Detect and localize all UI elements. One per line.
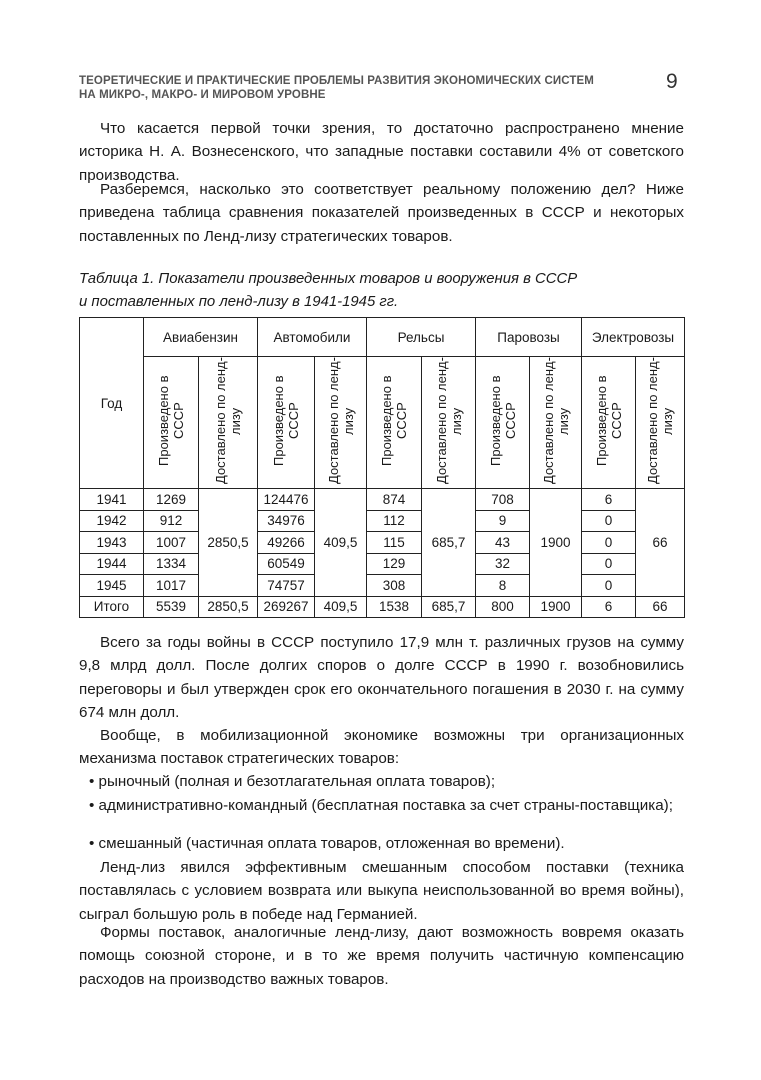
table-cell: 8 (476, 575, 530, 597)
table-row (80, 489, 685, 511)
year-cell: 1942 (80, 510, 144, 532)
data-table (79, 317, 685, 618)
table-cell: 115 (367, 532, 422, 554)
sub-header-delivered: Доставлено по ленд-лизу (213, 357, 243, 485)
total-row (80, 596, 685, 618)
total-cell: 6 (582, 596, 636, 618)
table-cell: 0 (582, 510, 636, 532)
group-header: Паровозы (476, 318, 582, 357)
group-header: Электровозы (582, 318, 685, 357)
delivered-merged-cell: 409,5 (315, 489, 367, 597)
delivered-merged-cell: 1900 (530, 489, 582, 597)
header-line-1: ТЕОРЕТИЧЕСКИЕ И ПРАКТИЧЕСКИЕ ПРОБЛЕМЫ РАЗВИТИЯ ЭКОНОМИЧЕСКИХ СИСТЕМ (79, 75, 594, 87)
table-cell: 32 (476, 553, 530, 575)
year-cell: 1941 (80, 489, 144, 511)
table-cell: 129 (367, 553, 422, 575)
header-line-2: НА МИКРО-, МАКРО- И МИРОВОМ УРОВНЕ (79, 89, 326, 101)
total-cell: 685,7 (422, 596, 476, 618)
table-cell: 1007 (144, 532, 199, 554)
caption-line-1: Таблица 1. Показатели произведенных товаров и вооружения в СССР (79, 271, 578, 287)
paragraph-5: Ленд-лиз явился эффективным смешанным способом поставки (техника поставлялась с условием возврата или выкупа неиспользованной во время войны), сыграл большую роль в победе над Германией. (79, 859, 684, 923)
year-header: Год (80, 318, 144, 489)
table-cell: 60549 (258, 553, 315, 575)
table-cell: 43 (476, 532, 530, 554)
table-cell: 1334 (144, 553, 199, 575)
group-header: Рельсы (367, 318, 476, 357)
paragraph-6: Формы поставок, аналогичные ленд-лизу, дают возможность вовремя оказать помощь союзной стороне, и в то же время получить частичную компенсацию расходов на производство важных товаров. (79, 924, 684, 988)
bullet-administrative: • административно-командный (бесплатная поставка за счет страны-поставщика); (89, 797, 673, 814)
sub-header-delivered: Доставлено по ленд-лизу (325, 357, 356, 485)
year-cell: 1945 (80, 575, 144, 597)
group-header: Авиабензин (144, 318, 258, 357)
table-cell: 1017 (144, 575, 199, 597)
sub-header-produced: Произведено в СССР (487, 375, 518, 467)
running-header (79, 74, 639, 102)
table-row (80, 553, 685, 575)
total-cell: 2850,5 (199, 596, 258, 618)
table-cell: 874 (367, 489, 422, 511)
total-cell: 5539 (144, 596, 199, 618)
sub-header-delivered: Доставлено по ленд-лизу (645, 357, 675, 485)
paragraph-4: Вообще, в мобилизационной экономике возможны три организационных механизма поставок стратегических товаров: (79, 727, 684, 768)
table-cell: 0 (582, 553, 636, 575)
total-cell: 1538 (367, 596, 422, 618)
delivered-merged-cell: 66 (636, 489, 685, 597)
year-cell: 1944 (80, 553, 144, 575)
total-label: Итого (80, 596, 144, 618)
delivered-merged-cell: 685,7 (422, 489, 476, 597)
table-row (80, 510, 685, 532)
total-cell: 66 (636, 596, 685, 618)
delivered-merged-cell: 2850,5 (199, 489, 258, 597)
group-header: Автомобили (258, 318, 367, 357)
sub-header-produced: Произведено в СССР (271, 375, 301, 467)
table-cell: 708 (476, 489, 530, 511)
table-cell: 912 (144, 510, 199, 532)
table-row (80, 575, 685, 597)
caption-line-2: и поставленных по ленд-лизу в 1941-1945 гг. (79, 294, 399, 310)
bullet-mixed: • смешанный (частичная оплата товаров, отложенная во времени). (89, 835, 565, 852)
paragraph-2: Разберемся, насколько это соответствует реальному положению дел? Ниже приведена таблица сравнения показателей произведенных в СССР и некоторых поставленных по Ленд-лизу стратегических товаров. (79, 181, 684, 245)
table-cell: 1269 (144, 489, 199, 511)
sub-header-produced: Произведено в СССР (593, 375, 624, 467)
table-cell: 112 (367, 510, 422, 532)
table-cell: 74757 (258, 575, 315, 597)
bullet-market: • рыночный (полная и безотлагательная оплата товаров); (89, 773, 496, 790)
table-cell: 34976 (258, 510, 315, 532)
table-cell: 308 (367, 575, 422, 597)
year-cell: 1943 (80, 532, 144, 554)
sub-header-produced: Произведено в СССР (156, 375, 186, 467)
sub-header-delivered: Доставлено по ленд-лизу (433, 357, 464, 485)
sub-header-delivered: Доставлено по ленд-лизу (540, 357, 571, 485)
table-caption (79, 268, 684, 314)
table-row (80, 532, 685, 554)
total-cell: 1900 (530, 596, 582, 618)
total-cell: 800 (476, 596, 530, 618)
paragraph-1: Что касается первой точки зрения, то достаточно распространено мнение историка Н. А. Вознесенского, что западные поставки составили 4% от советского производства. (79, 120, 684, 184)
table-cell: 0 (582, 575, 636, 597)
table-cell: 9 (476, 510, 530, 532)
table-cell: 124476 (258, 489, 315, 511)
total-cell: 269267 (258, 596, 315, 618)
page-number: 9 (666, 70, 678, 93)
paragraph-3: Всего за годы войны в СССР поступило 17,9 млн т. различных грузов на сумму 9,8 млрд долл. После долгих споров о долге СССР в 1990 г. возобновились переговоры и был утвержден срок его окончательного погашения в 2030 г. на сумму 674 млн долл. (79, 634, 684, 721)
table-cell: 49266 (258, 532, 315, 554)
sub-header-produced: Произведено в СССР (379, 375, 409, 467)
table-cell: 0 (582, 532, 636, 554)
total-cell: 409,5 (315, 596, 367, 618)
table-cell: 6 (582, 489, 636, 511)
